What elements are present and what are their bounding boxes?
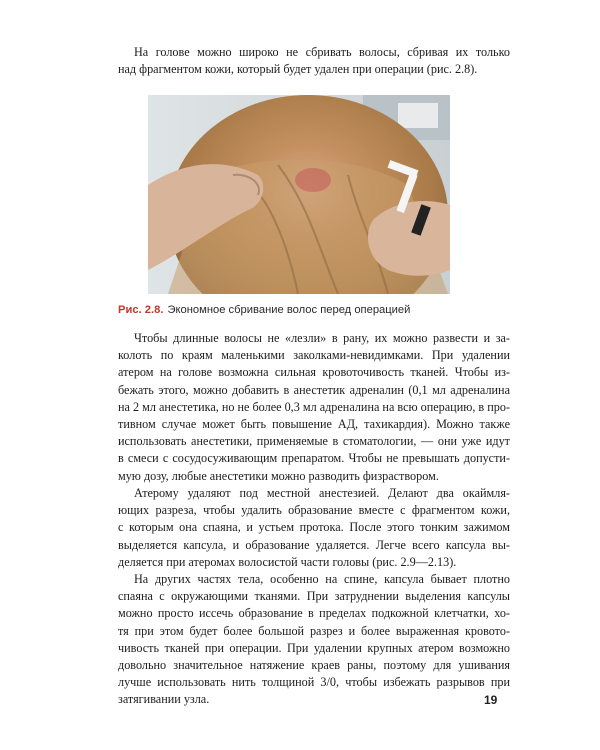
text-line: лучше использовать нить толщиной 3/0, чтобы избежать разрывов при [118,675,510,690]
text-line: довольно значительное натяжение краев раны, поэтому для ушивания [118,658,510,673]
text-line: над фрагментом кожи, который будет удален при операции (рис. 2.8). [118,62,478,77]
figure-label: Рис. 2.8. [118,304,164,316]
text-line: чивость тканей при операции. При удалении крупных атером возможно [118,640,510,655]
text-line: выделяется капсула, и образование удаляется. Легче всего капсула вы- [118,537,510,552]
text-line: тивном случае может быть повышение АД, тахикардия). Можно также [118,417,510,432]
figure-caption [118,304,510,316]
paragraph-2 [118,485,510,571]
text-line: спаяна с окружающими тканями. При затруднении выделения капсулы [118,589,510,604]
text-line: мую дозу, любые анестетики можно разводить физраствором. [118,468,439,483]
text-line: атером на голове возможна сильная кровоточивость тканей. Чтобы из- [118,365,510,380]
text-line: бежать этого, можно добавить в анестетик адреналин (0,1 мл адреналина [118,382,510,397]
text-line: На других частях тела, особенно на спине, капсула бывает плотно [134,572,510,586]
text-line: затягивании узла. [118,692,210,707]
text-line: ющих разреза, чтобы удалить образование вместе с фрагментом кожи, [118,503,510,518]
text-line: Чтобы длинные волосы не «лезли» в рану, их можно развести и за- [134,331,510,345]
text-line: деляется при атеромах волосистой части головы (рис. 2.9—2.13). [118,554,457,569]
text-line: колоть по краям маленькими заколками-невидимками. При удалении [118,348,510,363]
text-line: с которым она спаяна, и устьем протока. После этого тонким зажимом [118,520,510,535]
text-line: на 2 мл анестетика, но не более 0,3 мл адреналина на всю операцию, в про- [118,399,510,414]
page-number: 19 [484,693,498,707]
text-line: Атерому удаляют под местной анестезией. Делают два окаймля- [134,486,510,500]
paragraph-1 [118,330,510,485]
scalp-photo-illustration [148,95,450,294]
text-line: можно просто иссечь образование в пределах подкожной клетчатки, хо- [118,606,510,621]
figure-caption-text: Экономное сбривание волос перед операцией [167,304,411,316]
text-line: На голове можно широко не сбривать волосы, сбривая их только [134,45,510,59]
paragraph-3 [118,571,510,709]
intro-paragraph [118,44,510,78]
text-line: в смеси с сосудосуживающим препаратом. Чтобы не превышать допусти- [118,451,510,466]
text-line: тя при этом будет более большой разрез и более выраженная кровото- [118,623,510,638]
text-line: использовать анестетики, применяемые в стоматологии, — они уже идут [118,434,510,449]
figure-photo [148,95,450,294]
